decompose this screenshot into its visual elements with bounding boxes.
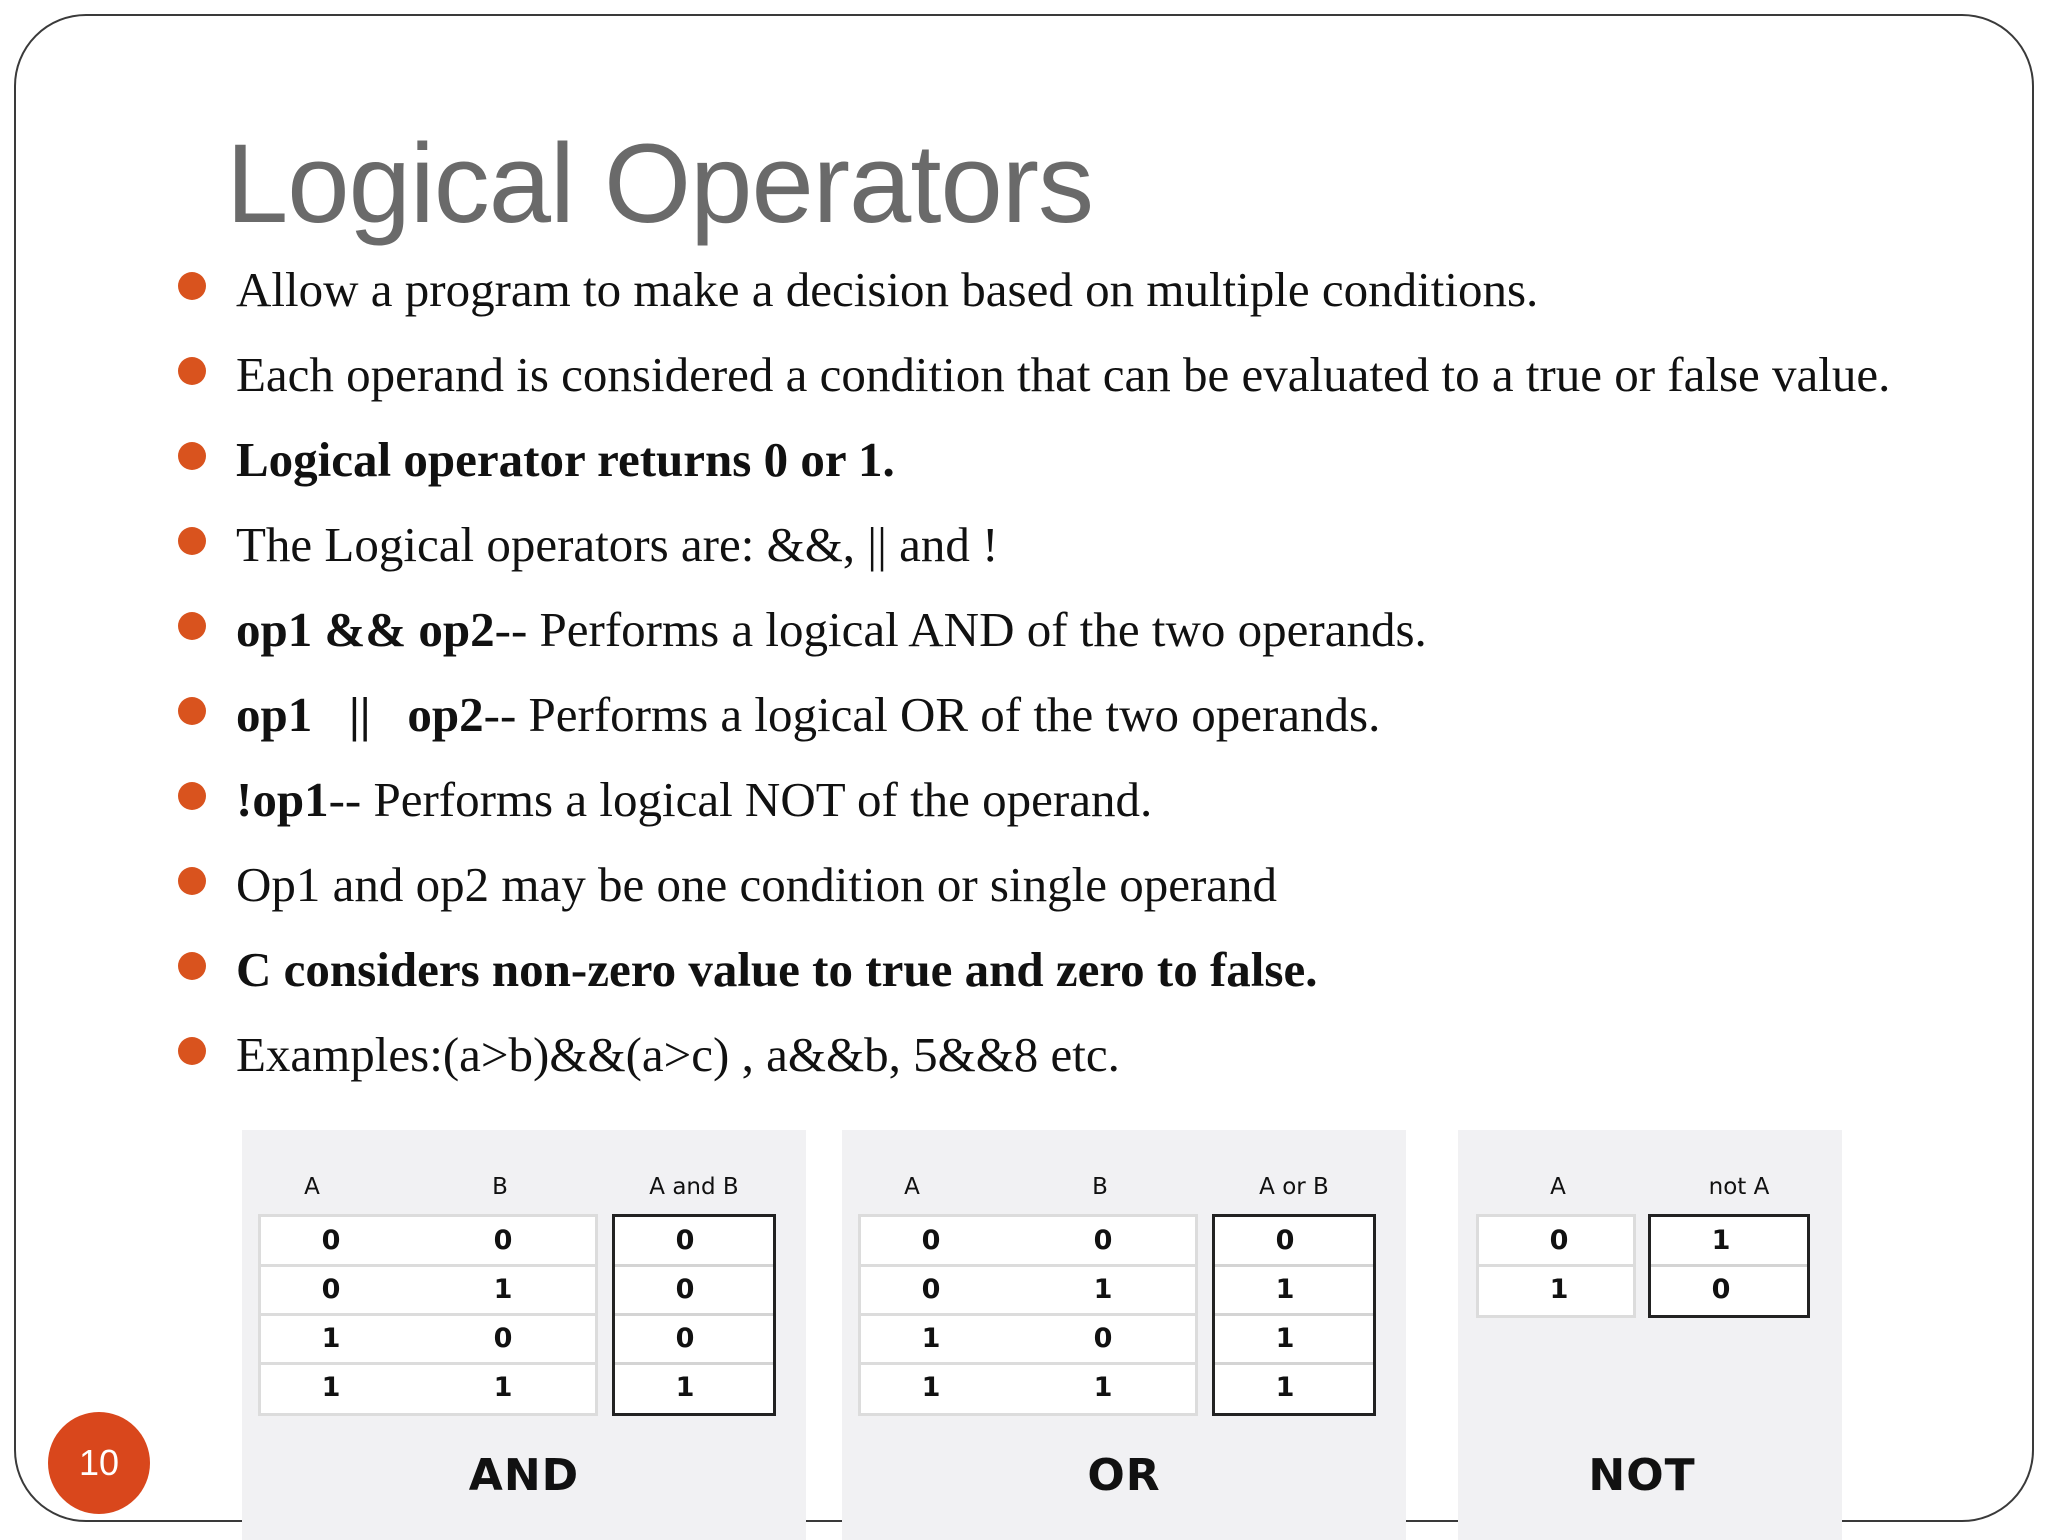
column-header: A and B [649,1174,739,1200]
bullet-dot-icon [178,867,206,895]
bullet-text: Examples:(a>b)&&(a>c) , a&&b, 5&&8 etc. [236,1027,1120,1082]
table-cell: 1 [1549,1274,1569,1305]
not-truth-table [1458,1130,1842,1540]
table-cell: 0 [1711,1274,1731,1305]
column-header: not A [1708,1174,1770,1200]
bullet-bold-text: op1 [236,687,313,742]
column-header: A [904,1174,920,1200]
bullet-text: Allow a program to make a decision based on multiple conditions. [236,262,1539,317]
bullet-dot-icon [178,697,206,725]
bullet-dot-icon [178,442,206,470]
column-header: A [1550,1174,1566,1200]
table-cell: 0 [1549,1225,1569,1256]
table-cell: 0 [675,1323,695,1354]
bullet-list [174,256,2034,1106]
bullet-text: Op1 and op2 may be one condition or single operand [236,857,1278,912]
bullet-dot-icon [178,782,206,810]
and-truth-table [242,1130,806,1540]
bullet-dot-icon [178,952,206,980]
table-name: NOT [1588,1450,1696,1501]
bullet-item [174,341,2034,426]
column-header: B [1092,1174,1108,1200]
bullet-text: -- Performs a logical NOT of the operand. [328,772,1153,827]
table-cell: 0 [1275,1225,1295,1256]
bullet-item [174,851,2034,936]
bullet-dot-icon [178,612,206,640]
table-cell: 0 [493,1323,513,1354]
bullet-text: The Logical operators are: &&, || and ! [236,517,999,572]
input-columns [258,1214,598,1416]
table-cell: 1 [921,1323,941,1354]
column-header: B [492,1174,508,1200]
truth-tables [242,1130,1852,1540]
bullet-bold-text: !op1 [236,772,329,827]
bullet-item [174,936,2034,1021]
bullet-bold-text: op1 && op2 [236,602,495,657]
table-cell: 0 [921,1225,941,1256]
bullet-bold-text: C considers non-zero value to true and zero to false. [236,942,1318,997]
page-number-badge: 10 [48,1412,150,1514]
table-cell: 0 [493,1225,513,1256]
table-cell: 1 [321,1323,341,1354]
or-truth-table [842,1130,1406,1540]
table-cell: 0 [675,1274,695,1305]
table-cell: 1 [1275,1274,1295,1305]
table-cell: 0 [1093,1323,1113,1354]
bullet-text: -- Performs a logical AND of the two operands. [494,602,1427,657]
table-cell: 0 [321,1274,341,1305]
table-cell: 1 [1093,1274,1113,1305]
column-header: A or B [1259,1174,1329,1200]
input-column [1476,1214,1636,1318]
table-cell: 1 [675,1372,695,1403]
bullet-bold-text: Logical operator returns 0 or 1. [236,432,895,487]
bullet-dot-icon [178,1037,206,1065]
bullet-dot-icon [178,357,206,385]
table-cell: 1 [493,1372,513,1403]
table-cell: 1 [921,1372,941,1403]
bullet-item [174,596,2034,681]
table-cell: 1 [1711,1225,1731,1256]
column-header: A [304,1174,320,1200]
table-cell: 1 [321,1372,341,1403]
result-column [1212,1214,1376,1416]
table-cell: 1 [1275,1372,1295,1403]
bullet-text: -- Performs a logical OR of the two operands. [483,687,1381,742]
table-cell: 0 [1093,1225,1113,1256]
bullet-item [174,681,2034,766]
bullet-item [174,766,2034,851]
bullet-item [174,511,2034,596]
table-cell: 0 [675,1225,695,1256]
slide-frame [14,14,2034,1522]
bullet-dot-icon [178,527,206,555]
table-cell: 1 [1093,1372,1113,1403]
bullet-bold-text: op2 [407,687,484,742]
table-cell: 1 [1275,1323,1295,1354]
bullet-bold-text: || [349,687,371,742]
table-cell: 0 [321,1225,341,1256]
bullet-item [174,256,2034,341]
result-column [612,1214,776,1416]
input-columns [858,1214,1198,1416]
result-column [1648,1214,1810,1318]
bullet-dot-icon [178,272,206,300]
table-cell: 0 [921,1274,941,1305]
bullet-item [174,1021,2034,1106]
bullet-text: Each operand is considered a condition that can be evaluated to a true or false value. [236,347,1891,402]
table-name: AND [468,1450,580,1501]
table-name: OR [1087,1450,1161,1501]
table-cell: 1 [493,1274,513,1305]
slide-title: Logical Operators [226,121,1094,246]
bullet-item [174,426,2034,511]
